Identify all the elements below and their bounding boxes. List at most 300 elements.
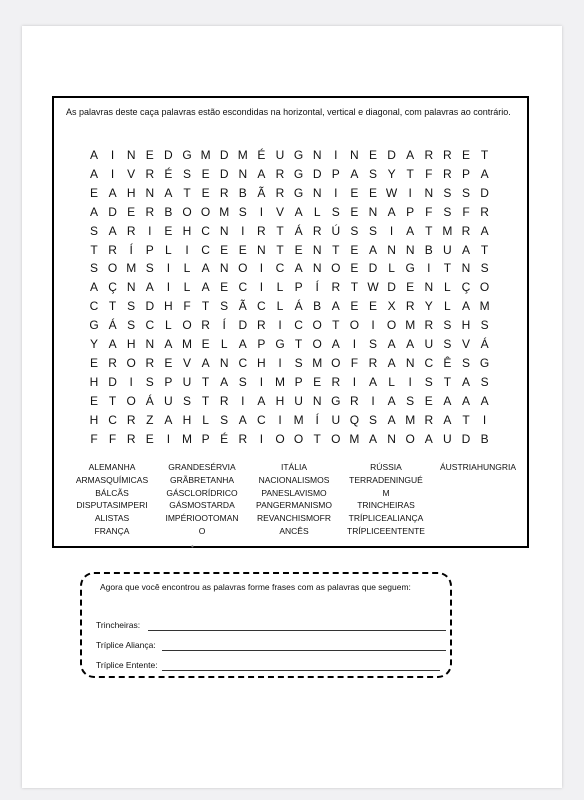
line-triplice-entente[interactable] (96, 660, 446, 672)
grid-letter[interactable]: A (108, 185, 117, 200)
grid-letter[interactable]: D (368, 261, 378, 276)
grid-letter[interactable]: W (367, 280, 379, 295)
grid-letter[interactable]: R (331, 374, 341, 389)
grid-letter[interactable]: N (219, 261, 229, 276)
grid-letter[interactable]: E (350, 185, 359, 200)
grid-letter[interactable]: N (368, 204, 378, 219)
grid-letter[interactable]: E (294, 242, 303, 257)
grid-letter[interactable]: S (89, 223, 98, 238)
grid-letter[interactable]: T (443, 374, 452, 389)
grid-letter[interactable]: A (387, 412, 396, 427)
grid-letter[interactable]: P (461, 166, 470, 181)
grid-letter[interactable]: S (145, 374, 154, 389)
grid-letter[interactable]: R (108, 242, 117, 257)
grid-letter[interactable]: T (183, 185, 191, 200)
grid-letter[interactable]: I (110, 166, 115, 181)
grid-letter[interactable]: C (145, 318, 155, 333)
grid-letter[interactable]: O (126, 355, 136, 370)
grid-letter[interactable]: S (182, 166, 191, 181)
grid-letter[interactable]: N (387, 242, 396, 257)
grid-letter[interactable]: N (424, 185, 434, 200)
grid-letter[interactable]: R (257, 318, 266, 333)
grid-letter[interactable]: B (480, 431, 489, 446)
grid-letter[interactable]: D (219, 166, 229, 181)
grid-letter[interactable]: M (349, 431, 360, 446)
grid-letter[interactable]: C (238, 355, 248, 370)
grid-letter[interactable]: O (331, 261, 341, 276)
grid-letter[interactable]: R (368, 355, 378, 370)
grid-letter[interactable]: C (275, 261, 285, 276)
grid-letter[interactable]: R (275, 185, 285, 200)
grid-letter[interactable]: I (389, 223, 394, 238)
grid-letter[interactable]: F (425, 166, 433, 181)
grid-letter[interactable]: T (276, 223, 284, 238)
grid-letter[interactable]: T (462, 412, 470, 427)
grid-letter[interactable]: M (182, 337, 192, 351)
grid-letter[interactable]: O (200, 204, 211, 219)
grid-letter[interactable]: Í (129, 242, 133, 257)
grid-letter[interactable]: N (387, 431, 396, 446)
grid-letter[interactable]: O (331, 355, 341, 370)
grid-letter[interactable]: G (182, 148, 192, 162)
grid-letter[interactable]: S (424, 374, 433, 389)
grid-letter[interactable]: S (89, 261, 98, 276)
grid-letter[interactable]: Ê (443, 355, 452, 370)
grid-letter[interactable]: I (408, 374, 412, 389)
grid-letter[interactable]: R (405, 299, 415, 314)
grid-letter[interactable]: I (259, 261, 264, 276)
grid-letter[interactable]: M (293, 412, 304, 427)
grid-letter[interactable]: A (89, 148, 98, 162)
grid-letter[interactable]: Í (315, 412, 319, 427)
grid-letter[interactable]: R (126, 223, 136, 238)
grid-letter[interactable]: R (145, 355, 155, 370)
grid-letter[interactable]: I (334, 148, 338, 162)
grid-letter[interactable]: U (275, 148, 285, 162)
grid-letter[interactable]: N (312, 185, 322, 200)
grid-letter[interactable]: L (183, 280, 191, 295)
grid-letter[interactable]: Á (294, 299, 303, 314)
grid-letter[interactable]: T (108, 393, 117, 408)
grid-letter[interactable]: C (201, 223, 210, 238)
grid-letter[interactable]: I (259, 431, 264, 446)
grid-letter[interactable]: C (424, 355, 434, 370)
grid-letter[interactable]: S (443, 185, 452, 200)
grid-letter[interactable]: N (238, 166, 248, 181)
grid-letter[interactable]: D (164, 148, 173, 162)
grid-letter[interactable]: I (185, 242, 189, 257)
grid-letter[interactable]: A (368, 242, 377, 257)
grid-letter[interactable]: L (388, 374, 395, 389)
grid-letter[interactable]: Ú (331, 223, 341, 238)
grid-letter[interactable]: A (331, 299, 340, 314)
grid-letter[interactable]: R (201, 318, 210, 333)
grid-letter[interactable]: H (182, 223, 192, 238)
grid-letter[interactable]: A (331, 337, 340, 351)
grid-letter[interactable]: E (350, 242, 359, 257)
grid-letter[interactable]: H (164, 299, 173, 314)
grid-letter[interactable]: M (405, 318, 416, 333)
grid-letter[interactable]: E (238, 242, 247, 257)
grid-letter[interactable]: A (108, 223, 117, 238)
grid-letter[interactable]: H (89, 374, 99, 389)
grid-letter[interactable]: I (241, 393, 245, 408)
grid-letter[interactable]: A (480, 223, 489, 238)
grid-letter[interactable]: V (182, 355, 191, 370)
grid-letter[interactable]: A (108, 337, 117, 351)
grid-letter[interactable]: H (126, 337, 136, 351)
grid-letter[interactable]: V (275, 204, 284, 219)
grid-letter[interactable]: R (238, 431, 248, 446)
grid-letter[interactable]: B (424, 242, 433, 257)
grid-letter[interactable]: U (424, 337, 434, 351)
grid-letter[interactable]: A (480, 166, 489, 181)
grid-letter[interactable]: Á (294, 223, 303, 238)
grid-letter[interactable]: A (461, 393, 470, 408)
grid-letter[interactable]: I (110, 148, 115, 162)
grid-letter[interactable]: S (368, 337, 377, 351)
grid-letter[interactable]: H (182, 412, 192, 427)
grid-letter[interactable]: G (405, 261, 415, 276)
grid-letter[interactable]: S (480, 374, 489, 389)
grid-letter[interactable]: M (182, 431, 192, 446)
grid-letter[interactable]: I (241, 223, 245, 238)
grid-letter[interactable]: T (276, 242, 284, 257)
grid-letter[interactable]: N (145, 337, 155, 351)
grid-letter[interactable]: T (443, 261, 452, 276)
grid-letter[interactable]: I (278, 412, 282, 427)
grid-letter[interactable]: A (424, 431, 433, 446)
grid-letter[interactable]: T (332, 242, 340, 257)
grid-letter[interactable]: É (257, 148, 266, 162)
grid-letter[interactable]: E (164, 223, 173, 238)
grid-letter[interactable]: Ã (238, 299, 247, 314)
grid-letter[interactable]: G (479, 355, 490, 370)
grid-letter[interactable]: L (202, 412, 209, 427)
grid-letter[interactable]: B (238, 185, 247, 200)
grid-letter[interactable]: I (352, 374, 357, 389)
grid-letter[interactable]: A (443, 393, 452, 408)
grid-letter[interactable]: I (259, 374, 264, 389)
grid-letter[interactable]: N (126, 148, 136, 162)
grid-letter[interactable]: S (220, 299, 229, 314)
grid-letter[interactable]: I (371, 393, 375, 408)
grid-letter[interactable]: E (350, 261, 359, 276)
grid-letter[interactable]: S (220, 412, 229, 427)
grid-letter[interactable]: A (461, 242, 470, 257)
grid-letter[interactable]: L (444, 299, 451, 314)
grid-letter[interactable]: R (461, 223, 471, 238)
grid-letter[interactable]: Á (480, 337, 489, 351)
grid-letter[interactable]: I (408, 185, 412, 200)
grid-letter[interactable]: M (237, 148, 248, 162)
grid-letter[interactable]: O (107, 261, 118, 276)
grid-letter[interactable]: A (164, 412, 173, 427)
grid-letter[interactable]: E (145, 431, 154, 446)
grid-letter[interactable]: S (294, 355, 303, 370)
grid-letter[interactable]: C (294, 318, 303, 333)
grid-letter[interactable]: T (201, 374, 210, 389)
grid-letter[interactable]: E (350, 204, 359, 219)
grid-letter[interactable]: R (145, 166, 155, 181)
grid-letter[interactable]: G (293, 185, 304, 200)
grid-letter[interactable]: S (331, 204, 340, 219)
grid-letter[interactable]: I (278, 355, 282, 370)
grid-letter[interactable]: O (331, 431, 341, 446)
grid-letter[interactable]: I (334, 185, 338, 200)
grid-letter[interactable]: E (220, 280, 229, 295)
grid-letter[interactable]: M (405, 412, 416, 427)
grid-letter[interactable]: P (164, 374, 173, 389)
grid-letter[interactable]: O (405, 431, 415, 446)
grid-letter[interactable]: A (387, 204, 396, 219)
grid-letter[interactable]: T (406, 166, 414, 181)
grid-letter[interactable]: S (368, 223, 377, 238)
grid-letter[interactable]: L (313, 204, 321, 219)
grid-letter[interactable]: T (294, 337, 303, 351)
grid-letter[interactable]: V (127, 166, 136, 181)
grid-letter[interactable]: H (275, 393, 285, 408)
grid-letter[interactable]: E (368, 185, 377, 200)
grid-letter[interactable]: A (294, 261, 303, 276)
grid-letter[interactable]: U (182, 374, 192, 389)
grid-letter[interactable]: T (480, 242, 489, 257)
grid-letter[interactable]: C (108, 412, 117, 427)
grid-letter[interactable]: U (331, 412, 341, 427)
grid-letter[interactable]: S (480, 318, 489, 333)
grid-letter[interactable]: Ç (108, 280, 117, 295)
grid-letter[interactable]: U (164, 393, 173, 408)
grid-letter[interactable]: T (350, 280, 359, 295)
grid-letter[interactable]: G (293, 166, 304, 181)
line-trincheiras[interactable] (96, 620, 446, 632)
grid-letter[interactable]: F (462, 204, 470, 219)
grid-letter[interactable]: S (127, 318, 136, 333)
grid-letter[interactable]: S (443, 337, 452, 351)
grid-letter[interactable]: L (165, 318, 172, 333)
grid-letter[interactable]: A (406, 148, 415, 162)
grid-letter[interactable]: I (166, 431, 171, 446)
grid-letter[interactable]: Á (145, 393, 154, 408)
grid-letter[interactable]: S (461, 185, 470, 200)
grid-letter[interactable]: O (312, 318, 322, 333)
grid-letter[interactable]: O (293, 431, 304, 446)
grid-letter[interactable]: T (480, 148, 489, 162)
line-triplice-alianca[interactable] (96, 640, 446, 652)
grid-letter[interactable]: B (164, 204, 173, 219)
grid-letter[interactable]: E (89, 355, 98, 370)
grid-letter[interactable]: N (461, 261, 471, 276)
grid-letter[interactable]: R (126, 412, 136, 427)
grid-letter[interactable]: R (108, 355, 117, 370)
grid-letter[interactable]: E (350, 299, 359, 314)
grid-letter[interactable]: E (145, 148, 154, 162)
grid-letter[interactable]: A (368, 431, 377, 446)
grid-letter[interactable]: O (312, 337, 322, 351)
grid-letter[interactable]: C (257, 412, 266, 427)
grid-letter[interactable]: É (164, 166, 173, 181)
grid-letter[interactable]: B (313, 299, 322, 314)
grid-letter[interactable]: D (312, 166, 322, 181)
grid-letter[interactable]: A (387, 355, 396, 370)
grid-letter[interactable]: A (406, 223, 415, 238)
grid-letter[interactable]: S (238, 374, 247, 389)
grid-letter[interactable]: A (350, 166, 359, 181)
grid-letter[interactable]: S (238, 204, 247, 219)
grid-letter[interactable]: C (238, 280, 248, 295)
grid-letter[interactable]: A (368, 374, 377, 389)
grid-letter[interactable]: N (219, 223, 229, 238)
grid-letter[interactable]: A (145, 280, 154, 295)
grid-letter[interactable]: A (89, 204, 98, 219)
grid-letter[interactable]: L (276, 299, 284, 314)
grid-letter[interactable]: N (126, 280, 136, 295)
grid-letter[interactable]: L (183, 261, 191, 276)
grid-letter[interactable]: E (368, 299, 377, 314)
grid-letter[interactable]: R (126, 431, 136, 446)
grid-letter[interactable]: A (201, 355, 210, 370)
grid-letter[interactable]: E (164, 355, 173, 370)
grid-letter[interactable]: R (443, 148, 452, 162)
grid-letter[interactable]: S (480, 261, 489, 276)
grid-letter[interactable]: S (127, 299, 136, 314)
grid-letter[interactable]: A (238, 412, 247, 427)
grid-letter[interactable]: Í (315, 280, 319, 295)
grid-letter[interactable]: S (461, 355, 470, 370)
grid-letter[interactable]: M (479, 299, 490, 314)
grid-letter[interactable]: S (443, 318, 452, 333)
grid-letter[interactable]: C (201, 242, 210, 257)
grid-letter[interactable]: R (312, 223, 322, 238)
grid-letter[interactable]: L (276, 280, 284, 295)
grid-letter[interactable]: M (442, 223, 453, 238)
grid-letter[interactable]: N (350, 148, 359, 162)
grid-letter[interactable]: A (220, 374, 229, 389)
grid-letter[interactable]: N (424, 280, 434, 295)
grid-letter[interactable]: G (275, 337, 285, 351)
grid-letter[interactable]: D (387, 148, 396, 162)
grid-letter[interactable]: T (313, 431, 321, 446)
grid-letter[interactable]: E (461, 148, 470, 162)
grid-letter[interactable]: N (405, 242, 415, 257)
grid-letter[interactable]: O (349, 318, 360, 333)
grid-letter[interactable]: H (461, 318, 471, 333)
grid-letter[interactable]: I (427, 261, 431, 276)
grid-letter[interactable]: M (200, 148, 211, 162)
grid-letter[interactable]: A (461, 299, 470, 314)
grid-letter[interactable]: E (201, 166, 210, 181)
grid-letter[interactable]: O (275, 431, 285, 446)
grid-letter[interactable]: A (461, 374, 470, 389)
grid-letter[interactable]: Y (387, 166, 396, 181)
grid-letter[interactable]: G (89, 318, 99, 333)
grid-letter[interactable]: O (126, 393, 136, 408)
grid-letter[interactable]: N (145, 185, 155, 200)
grid-letter[interactable]: M (312, 355, 323, 370)
grid-letter[interactable]: T (332, 318, 340, 333)
grid-letter[interactable]: O (182, 204, 192, 219)
grid-letter[interactable]: P (201, 431, 210, 446)
grid-letter[interactable]: M (219, 204, 230, 219)
grid-letter[interactable]: Á (108, 318, 117, 333)
grid-letter[interactable]: N (405, 355, 415, 370)
grid-letter[interactable]: F (350, 355, 359, 370)
grid-letter[interactable]: I (371, 318, 375, 333)
grid-letter[interactable]: I (148, 223, 152, 238)
grid-letter[interactable]: O (238, 261, 248, 276)
grid-letter[interactable]: N (312, 242, 322, 257)
grid-letter[interactable]: D (145, 299, 155, 314)
grid-letter[interactable]: R (145, 204, 155, 219)
grid-letter[interactable]: R (275, 166, 285, 181)
grid-letter[interactable]: Y (89, 337, 98, 351)
grid-letter[interactable]: D (238, 318, 248, 333)
grid-letter[interactable]: T (108, 299, 117, 314)
grid-letter[interactable]: R (424, 318, 434, 333)
grid-letter[interactable]: W (385, 185, 398, 200)
grid-letter[interactable]: Í (222, 318, 226, 333)
grid-letter[interactable]: L (165, 242, 172, 257)
grid-letter[interactable]: P (257, 337, 266, 351)
grid-letter[interactable]: M (275, 374, 285, 389)
grid-letter[interactable]: T (201, 393, 210, 408)
grid-letter[interactable]: E (89, 185, 98, 200)
grid-letter[interactable]: H (257, 355, 266, 370)
grid-letter[interactable]: T (201, 299, 210, 314)
grid-letter[interactable]: C (89, 299, 99, 314)
grid-letter[interactable]: I (352, 337, 357, 351)
grid-letter[interactable]: D (219, 148, 229, 162)
grid-letter[interactable]: A (89, 166, 98, 181)
grid-letter[interactable]: N (257, 242, 266, 257)
grid-letter[interactable]: É (220, 431, 229, 446)
grid-letter[interactable]: M (126, 261, 137, 276)
grid-letter[interactable]: Ç (461, 280, 471, 295)
grid-letter[interactable]: A (387, 393, 396, 408)
grid-letter[interactable]: R (219, 393, 229, 408)
grid-letter[interactable]: X (387, 299, 396, 314)
grid-letter[interactable]: F (90, 431, 98, 446)
grid-letter[interactable]: A (257, 393, 266, 408)
grid-letter[interactable]: H (89, 412, 99, 427)
grid-letter[interactable]: Z (146, 412, 154, 427)
grid-letter[interactable]: R (443, 166, 452, 181)
grid-letter[interactable]: S (368, 412, 377, 427)
grid-letter[interactable]: T (425, 223, 433, 238)
grid-letter[interactable]: N (219, 355, 229, 370)
grid-letter[interactable]: D (108, 374, 117, 389)
grid-letter[interactable]: S (350, 223, 359, 238)
grid-letter[interactable]: Q (349, 412, 360, 427)
grid-letter[interactable]: O (386, 318, 397, 333)
grid-letter[interactable]: D (480, 185, 489, 200)
grid-letter[interactable]: L (444, 280, 451, 295)
grid-letter[interactable]: P (294, 374, 303, 389)
grid-letter[interactable]: A (257, 166, 266, 181)
grid-letter[interactable]: A (201, 280, 210, 295)
grid-letter[interactable]: N (312, 261, 322, 276)
grid-letter[interactable]: V (461, 337, 470, 351)
grid-letter[interactable]: E (368, 148, 377, 162)
grid-letter[interactable]: A (294, 204, 303, 219)
grid-letter[interactable]: F (183, 299, 191, 314)
grid-letter[interactable]: D (387, 280, 396, 295)
grid-letter[interactable]: A (480, 393, 489, 408)
grid-letter[interactable]: R (350, 393, 359, 408)
grid-letter[interactable]: A (443, 412, 452, 427)
grid-letter[interactable]: O (479, 280, 490, 295)
grid-letter[interactable]: I (166, 261, 171, 276)
